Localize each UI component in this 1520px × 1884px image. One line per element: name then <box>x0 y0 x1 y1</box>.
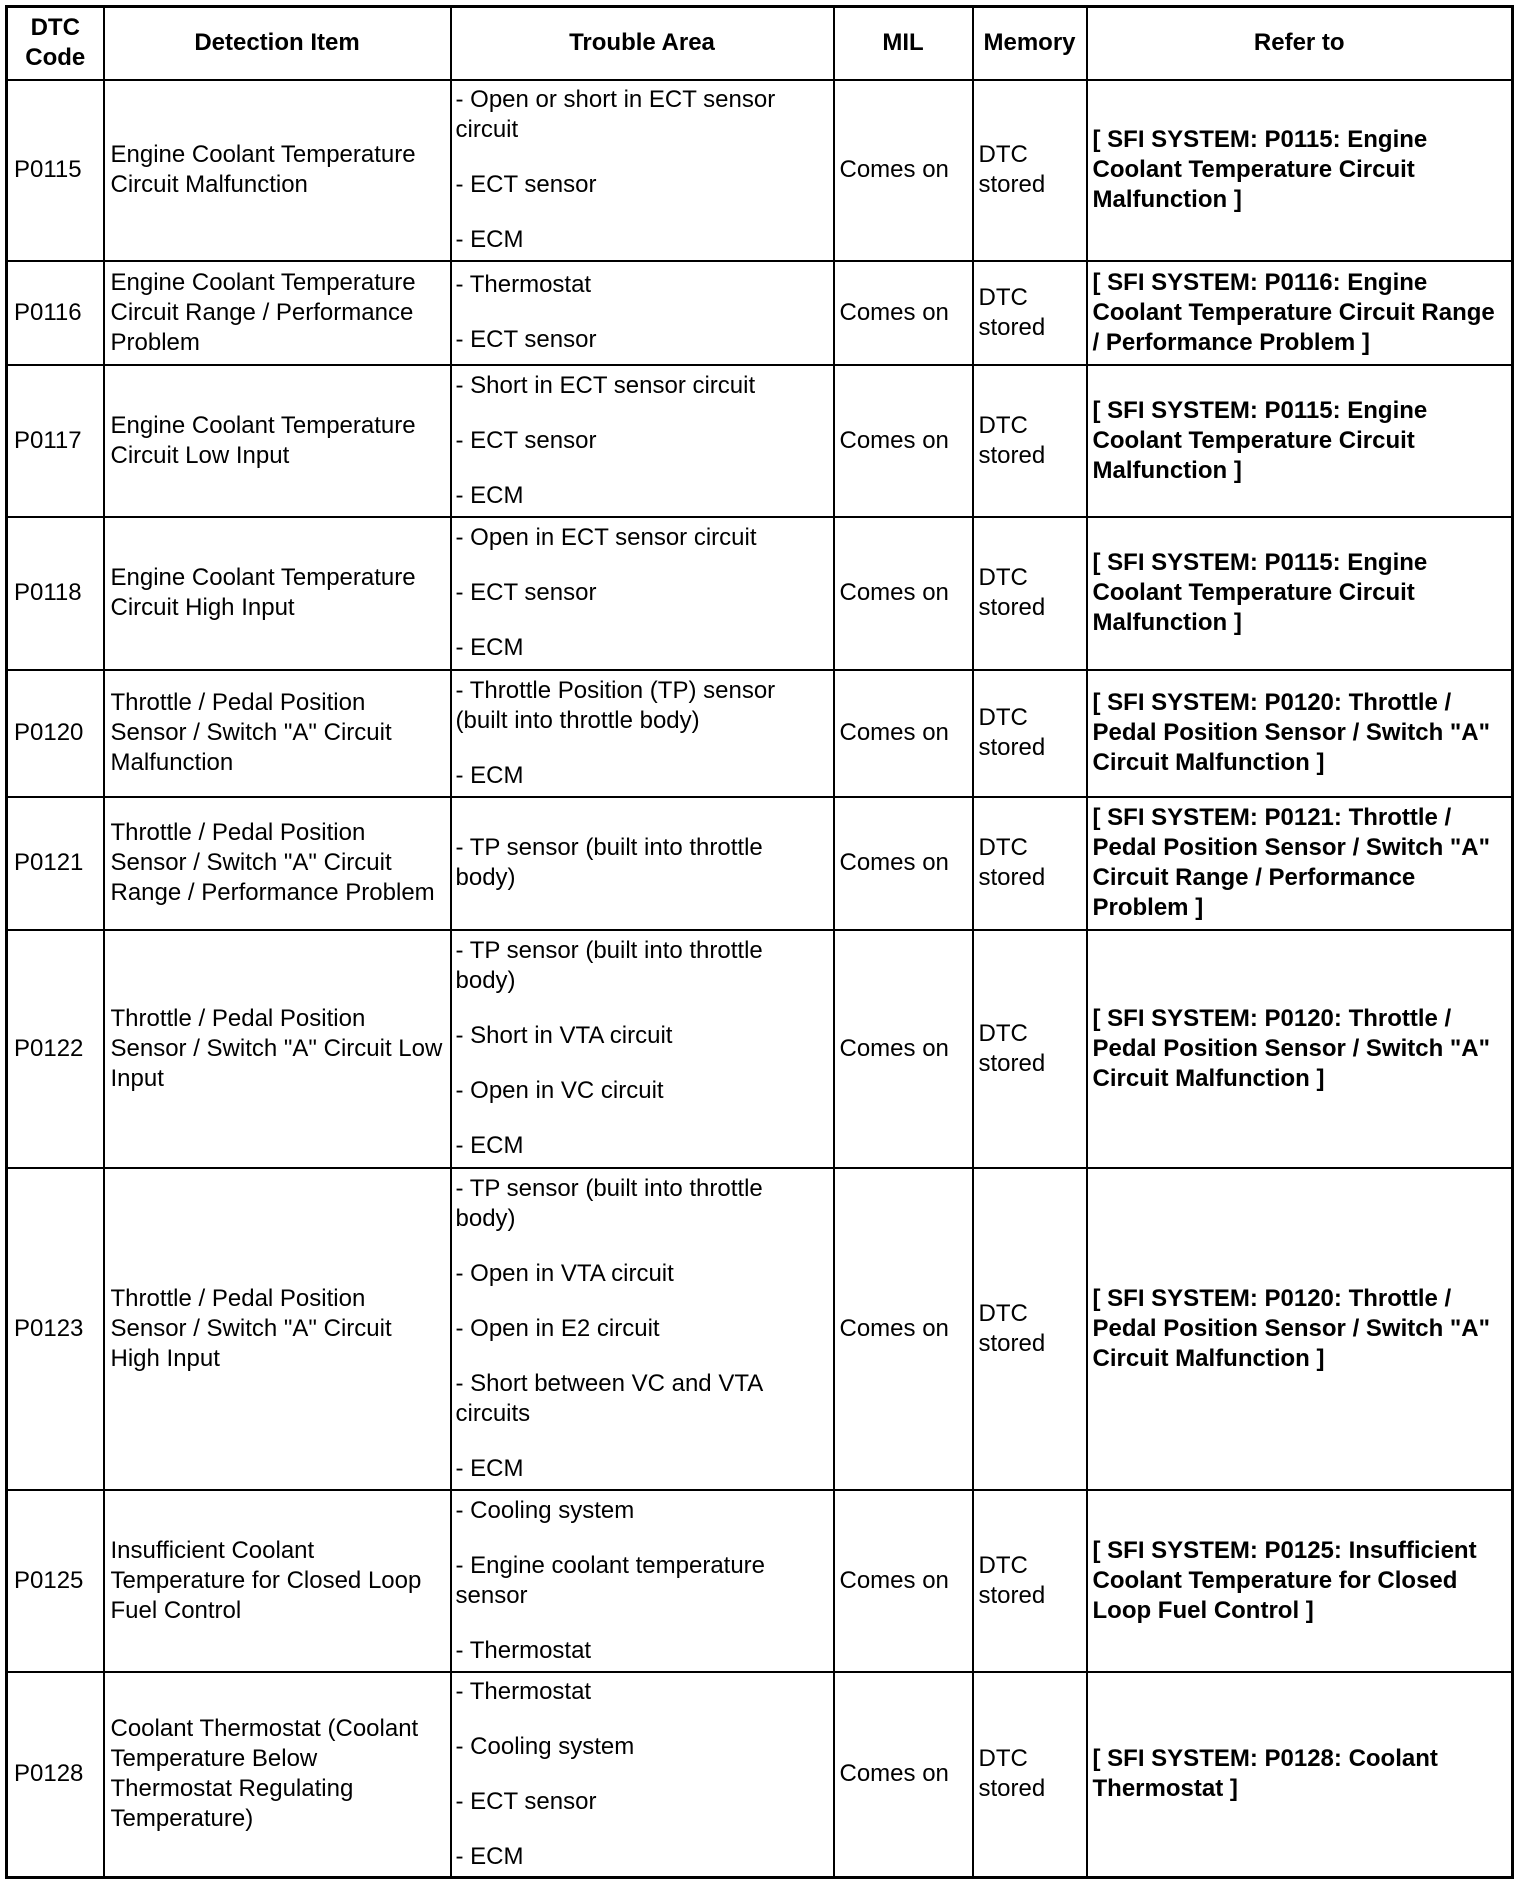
refer-to-link: [ SFI SYSTEM: P0120: Throttle / Pedal Position Sensor / Switch "A" Circuit Malfunction ] <box>1087 670 1513 797</box>
trouble-area-item: - Throttle Position (TP) sensor (built into throttle body) <box>455 676 776 734</box>
dtc-code-cell: P0118 <box>7 517 104 670</box>
dtc-code-cell: P0115 <box>7 80 104 261</box>
trouble-area-item: - ECM <box>455 761 524 789</box>
detection-item-cell: Throttle / Pedal Position Sensor / Switch "A" Circuit Low Input <box>104 930 451 1168</box>
table-row <box>7 1168 1513 1490</box>
trouble-area-item: - Thermostat <box>455 1677 592 1705</box>
table-row <box>7 797 1513 930</box>
trouble-area-cell <box>451 797 834 930</box>
refer-to-link: [ SFI SYSTEM: P0116: Engine Coolant Temperature Circuit Range / Performance Problem ] <box>1087 261 1513 365</box>
mil-cell: Comes on <box>834 670 973 797</box>
detection-item-cell: Insufficient Coolant Temperature for Closed Loop Fuel Control <box>104 1490 451 1672</box>
table-row <box>7 80 1513 261</box>
table-row <box>7 261 1513 365</box>
detection-item-cell: Throttle / Pedal Position Sensor / Switch "A" Circuit Range / Performance Problem <box>104 797 451 930</box>
trouble-area-item: - ECT sensor <box>455 579 597 606</box>
trouble-area-item: - Thermostat <box>455 1636 592 1664</box>
refer-to-link: [ SFI SYSTEM: P0120: Throttle / Pedal Position Sensor / Switch "A" Circuit Malfunction ] <box>1087 930 1513 1168</box>
trouble-area-item: - TP sensor (built into throttle body) <box>455 937 763 994</box>
trouble-area-list <box>456 936 829 1161</box>
trouble-area-cell <box>451 80 834 261</box>
trouble-area-list <box>456 1496 829 1666</box>
detection-item-cell: Engine Coolant Temperature Circuit Range / Performance Problem <box>104 261 451 365</box>
trouble-area-item: - Engine coolant temperature sensor <box>455 1551 766 1609</box>
detection-item-cell: Throttle / Pedal Position Sensor / Switch "A" Circuit High Input <box>104 1168 451 1490</box>
trouble-area-item: - TP sensor (built into throttle body) <box>455 1174 763 1232</box>
dtc-table <box>5 5 1514 1879</box>
detection-item-cell: Engine Coolant Temperature Circuit Malfunction <box>104 80 451 261</box>
trouble-area-cell <box>451 517 834 670</box>
memory-cell: DTC stored <box>973 261 1087 365</box>
detection-item-cell: Coolant Thermostat (Coolant Temperature Below Thermostat Regulating Temperature) <box>104 1672 451 1878</box>
trouble-area-item: - Open in VTA circuit <box>455 1259 674 1287</box>
dtc-code-cell: P0121 <box>7 797 104 930</box>
dtc-code-cell: P0122 <box>7 930 104 1168</box>
memory-cell: DTC stored <box>973 930 1087 1168</box>
trouble-area-cell <box>451 261 834 365</box>
trouble-area-list <box>456 523 829 663</box>
trouble-area-item: - Open in ECT sensor circuit <box>455 524 757 551</box>
trouble-area-cell <box>451 670 834 797</box>
mil-cell: Comes on <box>834 1168 973 1490</box>
refer-to-link: [ SFI SYSTEM: P0128: Coolant Thermostat ] <box>1087 1672 1513 1878</box>
trouble-area-cell <box>451 1672 834 1878</box>
trouble-area-item: - Open or short in ECT sensor circuit <box>455 86 776 143</box>
trouble-area-item: - ECM <box>455 1842 524 1870</box>
memory-cell: DTC stored <box>973 517 1087 670</box>
table-row <box>7 930 1513 1168</box>
mil-cell: Comes on <box>834 930 973 1168</box>
header-memory: Memory <box>973 7 1087 80</box>
refer-to-link: [ SFI SYSTEM: P0121: Throttle / Pedal Position Sensor / Switch "A" Circuit Range / Performance Problem ] <box>1087 797 1513 930</box>
trouble-area-item: - ECM <box>455 634 524 661</box>
mil-cell: Comes on <box>834 1490 973 1672</box>
dtc-code-cell: P0123 <box>7 1168 104 1490</box>
dtc-code-cell: P0128 <box>7 1672 104 1878</box>
trouble-area-item: - ECT sensor <box>455 171 597 198</box>
trouble-area-item: - Short in VTA circuit <box>455 1022 673 1049</box>
header-dtc-code: DTC Code <box>7 7 104 80</box>
trouble-area-item: - ECT sensor <box>455 426 597 454</box>
trouble-area-cell <box>451 930 834 1168</box>
trouble-area-list <box>456 270 829 355</box>
refer-to-link: [ SFI SYSTEM: P0115: Engine Coolant Temperature Circuit Malfunction ] <box>1087 517 1513 670</box>
trouble-area-item: - ECM <box>455 226 524 253</box>
mil-cell: Comes on <box>834 261 973 365</box>
trouble-area-cell <box>451 1490 834 1672</box>
trouble-area-item: - ECM <box>455 481 524 509</box>
trouble-area-item: - Cooling system <box>455 1496 635 1524</box>
refer-to-link: [ SFI SYSTEM: P0115: Engine Coolant Temperature Circuit Malfunction ] <box>1087 80 1513 261</box>
mil-cell: Comes on <box>834 797 973 930</box>
header-row <box>7 7 1513 80</box>
header-mil: MIL <box>834 7 973 80</box>
trouble-area-item: - ECM <box>455 1454 524 1482</box>
mil-cell: Comes on <box>834 1672 973 1878</box>
table-row <box>7 1672 1513 1878</box>
trouble-area-list <box>456 1677 829 1872</box>
trouble-area-cell <box>451 1168 834 1490</box>
trouble-area-item: - ECT sensor <box>455 1787 597 1815</box>
detection-item-cell: Throttle / Pedal Position Sensor / Switch "A" Circuit Malfunction <box>104 670 451 797</box>
trouble-area-item: - Short between VC and VTA circuits <box>455 1369 762 1427</box>
trouble-area-item: - TP sensor (built into throttle body) <box>455 834 763 891</box>
table-row <box>7 365 1513 517</box>
table-row <box>7 517 1513 670</box>
trouble-area-list <box>456 676 829 791</box>
dtc-code-cell: P0120 <box>7 670 104 797</box>
mil-cell: Comes on <box>834 517 973 670</box>
refer-to-link: [ SFI SYSTEM: P0115: Engine Coolant Temperature Circuit Malfunction ] <box>1087 365 1513 517</box>
dtc-code-cell: P0125 <box>7 1490 104 1672</box>
table-body <box>7 80 1513 1878</box>
memory-cell: DTC stored <box>973 80 1087 261</box>
trouble-area-list <box>456 833 829 893</box>
refer-to-link: [ SFI SYSTEM: P0120: Throttle / Pedal Position Sensor / Switch "A" Circuit Malfunction ] <box>1087 1168 1513 1490</box>
table-row <box>7 1490 1513 1672</box>
trouble-area-item: - Thermostat <box>455 271 592 298</box>
header-trouble-area: Trouble Area <box>451 7 834 80</box>
trouble-area-item: - Open in E2 circuit <box>455 1314 660 1342</box>
memory-cell: DTC stored <box>973 670 1087 797</box>
header-detection-item: Detection Item <box>104 7 451 80</box>
memory-cell: DTC stored <box>973 797 1087 930</box>
header-refer-to: Refer to <box>1087 7 1513 80</box>
mil-cell: Comes on <box>834 80 973 261</box>
memory-cell: DTC stored <box>973 365 1087 517</box>
memory-cell: DTC stored <box>973 1672 1087 1878</box>
detection-item-cell: Engine Coolant Temperature Circuit Low Input <box>104 365 451 517</box>
trouble-area-list <box>456 85 829 255</box>
trouble-area-list <box>456 1174 829 1484</box>
trouble-area-item: - Cooling system <box>455 1732 635 1760</box>
table-row <box>7 670 1513 797</box>
dtc-code-cell: P0117 <box>7 365 104 517</box>
dtc-code-cell: P0116 <box>7 261 104 365</box>
refer-to-link: [ SFI SYSTEM: P0125: Insufficient Coolant Temperature for Closed Loop Fuel Control ] <box>1087 1490 1513 1672</box>
trouble-area-item: - Open in VC circuit <box>455 1077 664 1104</box>
trouble-area-list <box>456 371 829 511</box>
memory-cell: DTC stored <box>973 1168 1087 1490</box>
trouble-area-item: - Short in ECT sensor circuit <box>455 371 756 399</box>
mil-cell: Comes on <box>834 365 973 517</box>
trouble-area-item: - ECT sensor <box>455 326 597 353</box>
trouble-area-cell <box>451 365 834 517</box>
memory-cell: DTC stored <box>973 1490 1087 1672</box>
detection-item-cell: Engine Coolant Temperature Circuit High Input <box>104 517 451 670</box>
trouble-area-item: - ECM <box>455 1132 524 1159</box>
